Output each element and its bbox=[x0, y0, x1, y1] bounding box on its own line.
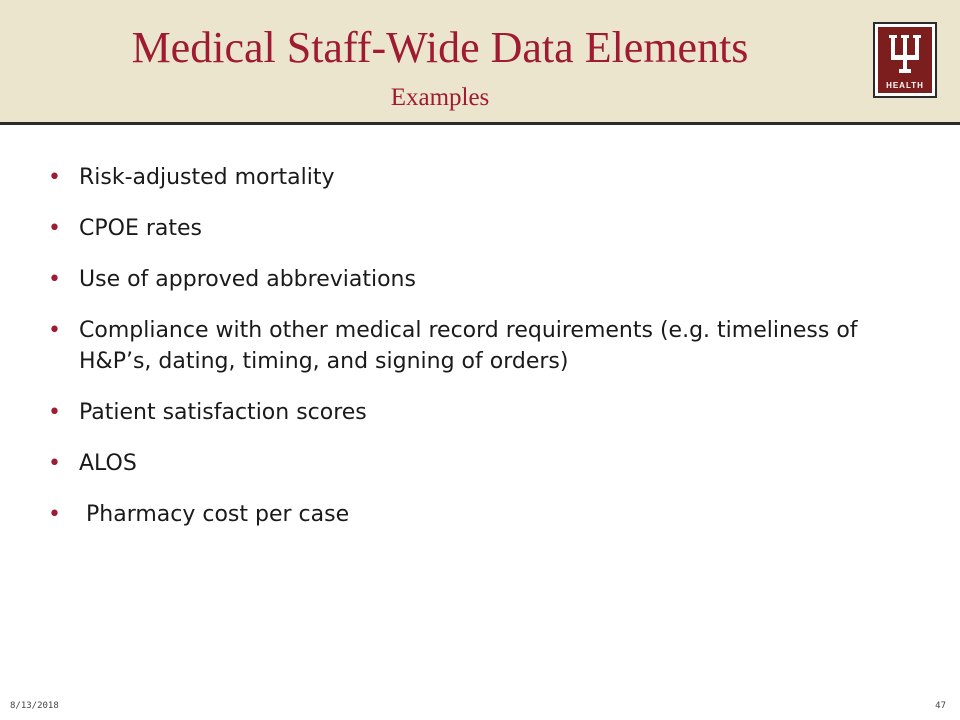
bullet-text: Use of approved abbreviations bbox=[79, 267, 416, 292]
bullet-item bbox=[48, 397, 908, 428]
iu-health-logo bbox=[873, 22, 937, 98]
slide-title: Medical Staff-Wide Data Elements bbox=[131, 23, 749, 72]
bullet-marker: • bbox=[48, 216, 61, 241]
iu-trident-icon bbox=[887, 33, 923, 77]
bullet-text: Pharmacy cost per case bbox=[79, 502, 350, 527]
footer-date: 8/13/2018 bbox=[10, 701, 59, 711]
page-number: 47 bbox=[935, 701, 946, 711]
bullet-marker: • bbox=[48, 165, 61, 190]
bullet-marker: • bbox=[48, 318, 61, 343]
bullet-marker: • bbox=[48, 502, 61, 527]
slide-subtitle: Examples bbox=[390, 84, 490, 111]
bullet-item bbox=[48, 264, 908, 295]
bullet-item bbox=[48, 499, 908, 530]
bullet-text: CPOE rates bbox=[79, 216, 202, 241]
bullet-item bbox=[48, 315, 908, 377]
logo-text: HEALTH bbox=[886, 81, 924, 90]
bullet-text: Patient satisfaction scores bbox=[79, 400, 367, 425]
bullet-marker: • bbox=[48, 267, 61, 292]
bullet-marker: • bbox=[48, 400, 61, 425]
bullet-text: Risk-adjusted mortality bbox=[79, 165, 335, 190]
bullet-list bbox=[48, 162, 908, 550]
bullet-text: Compliance with other medical record requirements (e.g. timeliness of H&P’s, dating, timing, and signing of orders) bbox=[79, 318, 865, 374]
bullet-item bbox=[48, 162, 908, 193]
bullet-item bbox=[48, 213, 908, 244]
bullet-marker: • bbox=[48, 451, 61, 476]
bullet-item bbox=[48, 448, 908, 479]
bullet-text: ALOS bbox=[79, 451, 137, 476]
logo-background bbox=[878, 27, 932, 93]
